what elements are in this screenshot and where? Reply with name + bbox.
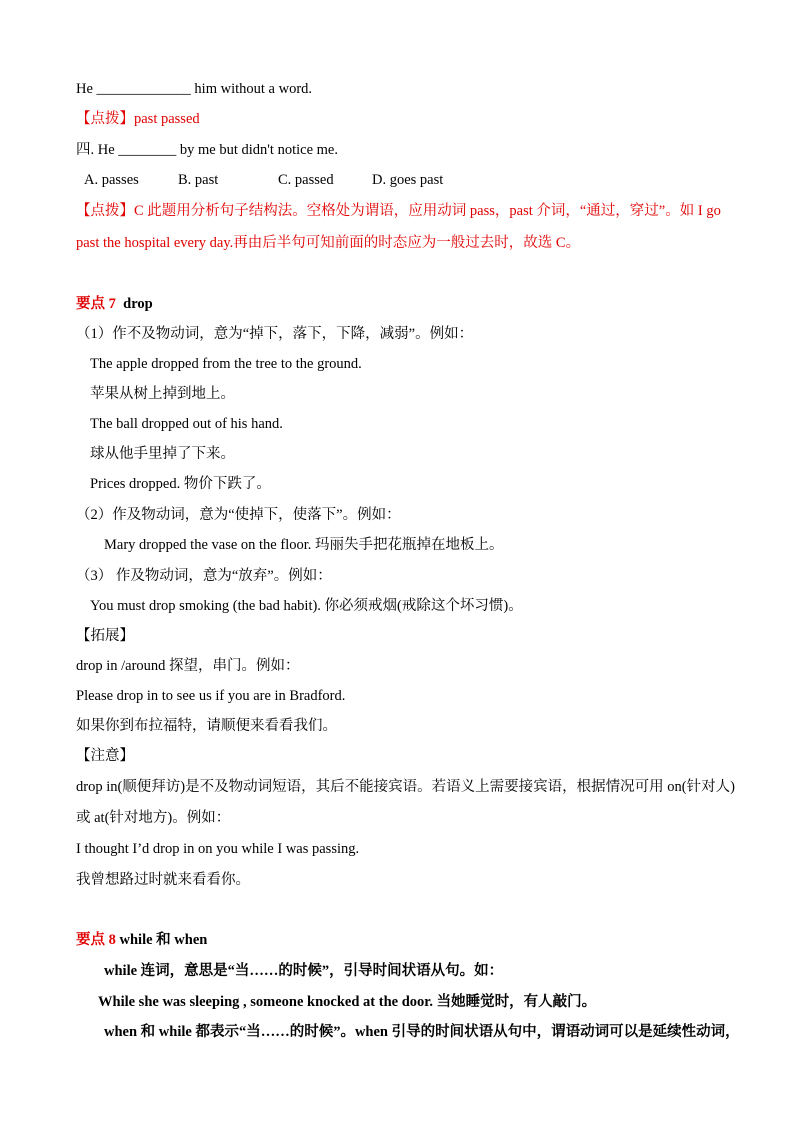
extension-label: 【拓展】 xyxy=(76,628,134,644)
tip2-text-1: C 此题用分析句子结构法。空格处为谓语，应用动词 pass，past 介词，“通过，穿过”。如 I go xyxy=(134,203,721,219)
tip2-line2: past the hospital every day.再由后半句可知前面的时态应为一般过去时，故选 C。 xyxy=(76,235,581,251)
note-text-1: drop in(顺便拜访)是不及物动词短语，其后不能接宾语。若语义上需要接宾语，根据情况可用 on(针对人) xyxy=(76,779,735,795)
extension-phrase: drop in /around 探望，串门。例如： xyxy=(76,658,300,674)
usage-2: （2）作及物动词，意为“使掉下，使落下”。例如： xyxy=(76,507,401,523)
question-subject: He xyxy=(76,81,93,97)
heading-word: while 和 when xyxy=(115,932,208,948)
example-en-2: The ball dropped out of his hand. xyxy=(90,416,283,432)
usage-3: （3） 作及物动词，意为“放弃”。例如： xyxy=(76,568,332,584)
example-zh-1: 苹果从树上掉到地上。 xyxy=(90,386,235,402)
option-d: D. goes past xyxy=(372,172,444,188)
while-definition: while 连词，意思是“当……的时候”，引导时间状语从句。如： xyxy=(104,963,504,979)
option-a: A. passes xyxy=(84,172,139,188)
options-row xyxy=(84,171,443,189)
tip-text: past passed xyxy=(134,111,200,127)
heading-word: drop xyxy=(123,296,153,312)
while-example: While she was sleeping , someone knocked at the door. 当她睡觉时，有人敲门。 xyxy=(98,994,597,1010)
example-4: Mary dropped the vase on the floor. 玛丽失手把花瓶掉在地板上。 xyxy=(104,537,504,553)
extension-example-zh: 如果你到布拉福特，请顺便来看看我们。 xyxy=(76,718,337,734)
answer-blank: _____________ xyxy=(96,81,191,97)
section-7-heading xyxy=(76,295,153,313)
note-example-zh: 我曾想路过时就来看看你。 xyxy=(76,872,250,888)
section-8-heading xyxy=(76,931,207,949)
question-rest: him without a word. xyxy=(190,81,313,97)
option-c: C. passed xyxy=(278,172,334,188)
note-label: 【注意】 xyxy=(76,748,134,764)
example-3: Prices dropped. 物价下跌了。 xyxy=(90,476,271,492)
question-line xyxy=(76,80,312,98)
extension-example-en: Please drop in to see us if you are in Bradford. xyxy=(76,688,346,704)
heading-prefix: 要点 8 xyxy=(76,932,116,948)
note-text-2: 或 at(针对地方)。例如： xyxy=(76,810,231,826)
tip2-line1 xyxy=(76,202,721,220)
question-4: 四. He ________ by me but didn't notice me. xyxy=(76,142,338,158)
example-zh-2: 球从他手里掉了下来。 xyxy=(90,446,235,462)
usage-1: （1）作不及物动词，意为“掉下，落下，下降，减弱”。例如： xyxy=(76,326,474,342)
when-while-comparison: when 和 while 都表示“当……的时候”。when 引导的时间状语从句中，谓语动词可以是延续性动词， xyxy=(104,1024,740,1040)
example-5: You must drop smoking (the bad habit). 你必须戒烟(戒除这个坏习惯)。 xyxy=(90,598,523,614)
heading-prefix: 要点 7 xyxy=(76,296,116,312)
tip-line xyxy=(76,110,200,128)
example-en-1: The apple dropped from the tree to the ground. xyxy=(90,356,362,372)
tip2-label: 【点拨】 xyxy=(76,203,134,219)
option-b: B. past xyxy=(178,172,219,188)
note-example-en: I thought I’d drop in on you while I was passing. xyxy=(76,841,360,857)
tip-label: 【点拨】 xyxy=(76,111,134,127)
